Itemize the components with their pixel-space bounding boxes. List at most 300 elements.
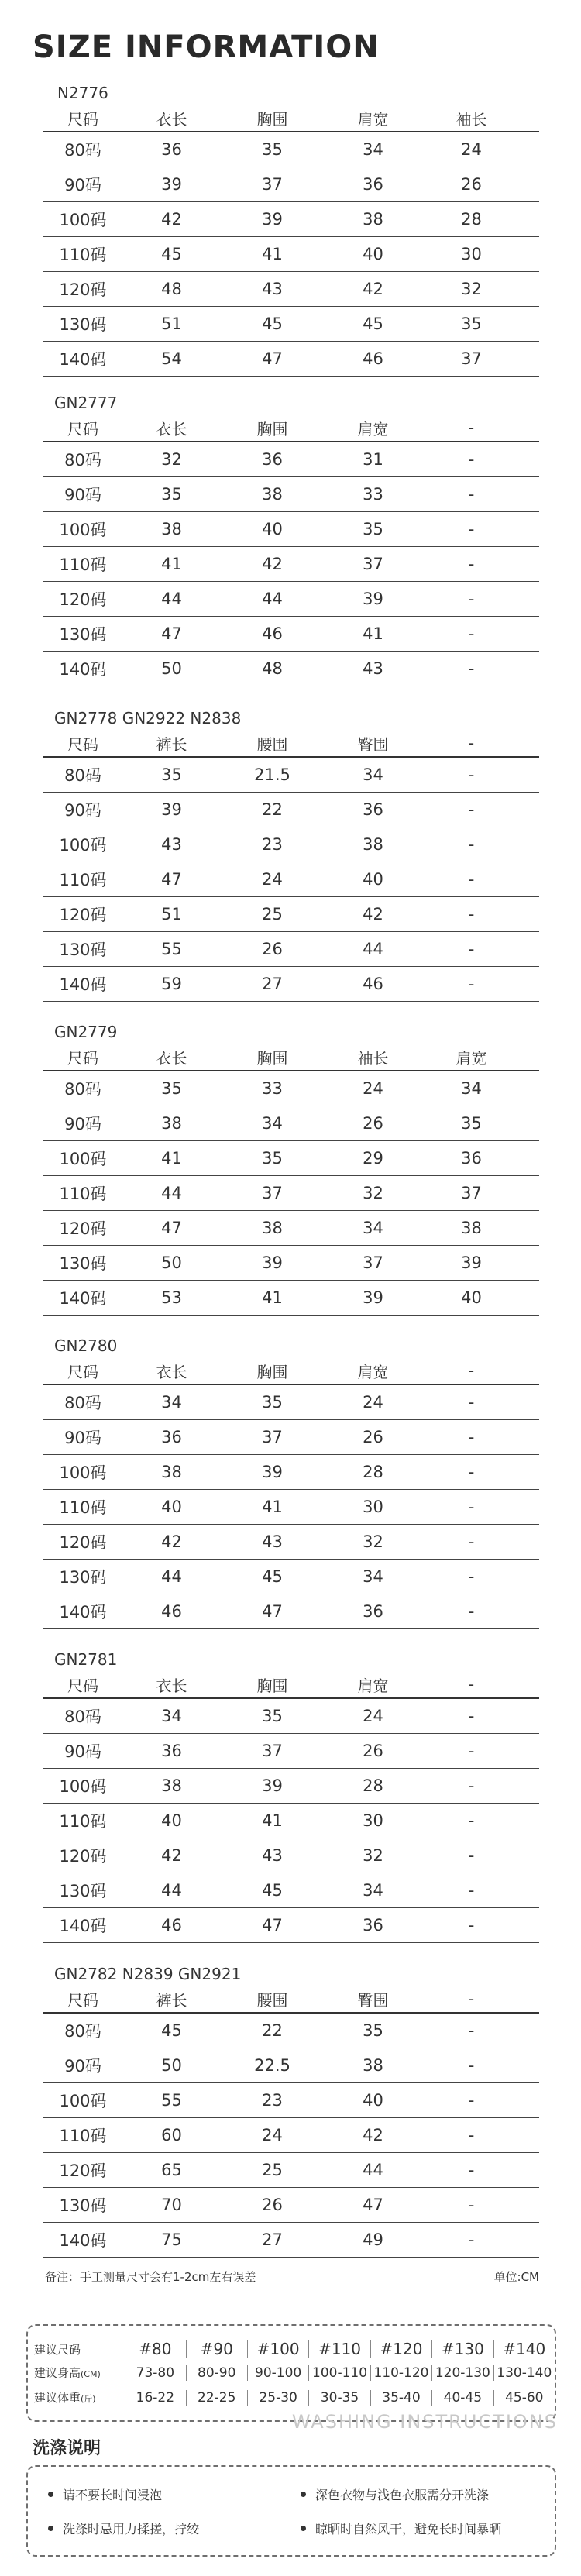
- table-cell: -: [468, 1393, 475, 1412]
- table-row: [43, 1176, 539, 1211]
- recommend-size-row: [28, 2340, 555, 2358]
- recommend-size-cell: #120: [370, 2340, 431, 2358]
- table-cell: 43: [363, 659, 383, 678]
- table-cell: 41: [363, 624, 383, 643]
- size-table-section: [43, 391, 539, 686]
- recommend-height-row: [28, 2364, 555, 2381]
- table-cell: 39: [161, 800, 182, 819]
- table-cell: 35: [262, 1149, 283, 1168]
- table-row: [43, 2188, 539, 2223]
- table-cell: 21.5: [254, 765, 290, 784]
- table-cell: 44: [161, 1567, 182, 1586]
- header-cell: 臀围: [357, 1990, 389, 2010]
- table-row: [43, 1560, 539, 1594]
- table-cell: 32: [161, 450, 182, 469]
- table-cell: 47: [363, 2196, 383, 2214]
- table-cell: 46: [161, 1916, 182, 1935]
- table-cell: 28: [363, 1776, 383, 1795]
- table-cell: 39: [363, 590, 383, 608]
- table-cell: 31: [363, 450, 383, 469]
- table-cell: -: [468, 765, 475, 784]
- table-cell: 32: [363, 1184, 383, 1202]
- table-row: [43, 1106, 539, 1141]
- table-cell: 34: [262, 1114, 283, 1133]
- table-cell: -: [468, 905, 475, 923]
- table-cell: 45: [262, 1881, 283, 1900]
- recommend-size-cell: #90: [186, 2340, 247, 2358]
- table-header: [43, 1357, 539, 1385]
- table-row: [43, 547, 539, 582]
- recommend-height-cell: 110-120: [370, 2365, 431, 2381]
- header-cell: 尺码: [67, 1676, 98, 1695]
- table-cell: 47: [262, 1916, 283, 1935]
- table-row: [43, 2014, 539, 2048]
- header-cell: 衣长: [156, 1676, 187, 1695]
- table-cell: 130码: [59, 625, 107, 644]
- header-cell: 胸围: [256, 1676, 288, 1695]
- table-cell: -: [468, 624, 475, 643]
- recommend-height-cell: 130-140: [493, 2365, 555, 2381]
- table-cell: -: [468, 1916, 475, 1935]
- model-number: GN2779: [54, 1023, 118, 1041]
- header-cell: 尺码: [67, 734, 98, 754]
- washing-tip: 洗涤时忌用力揉搓，拧绞: [48, 2519, 199, 2537]
- table-cell: 46: [363, 975, 383, 993]
- table-row: [43, 2083, 539, 2118]
- table-cell: 32: [461, 280, 482, 298]
- table-cell: 140码: [59, 975, 107, 994]
- table-cell: -: [468, 1602, 475, 1621]
- table-cell: -: [468, 1881, 475, 1900]
- table-header: [43, 105, 539, 132]
- header-cell: 胸围: [256, 1048, 288, 1068]
- recommend-weight-label: 建议体重(斤): [34, 2391, 96, 2405]
- table-row: [43, 167, 539, 202]
- header-cell: 肩宽: [357, 1676, 389, 1695]
- header-cell: 肩宽: [357, 419, 389, 439]
- table-row: [43, 1734, 539, 1769]
- table-row: [43, 1385, 539, 1420]
- table-cell: 33: [363, 485, 383, 504]
- table-cell: 100码: [59, 1463, 107, 1482]
- table-cell: -: [468, 485, 475, 504]
- table-cell: 100码: [59, 211, 107, 229]
- table-cell: 37: [262, 1184, 283, 1202]
- table-cell: 130码: [59, 1568, 107, 1587]
- table-cell: 110码: [59, 871, 107, 889]
- header-cell: -: [468, 1361, 475, 1380]
- bullet-icon: [48, 2492, 53, 2497]
- table-cell: 41: [161, 555, 182, 573]
- recommend-weight-cell: 35-40: [370, 2390, 431, 2406]
- table-header: [43, 1044, 539, 1071]
- table-cell: 120码: [59, 1219, 107, 1238]
- table-cell: 90码: [64, 486, 101, 504]
- table-cell: 45: [262, 1567, 283, 1586]
- table-cell: 44: [161, 1184, 182, 1202]
- table-row: [43, 1804, 539, 1838]
- table-cell: 42: [161, 1532, 182, 1551]
- table-cell: 59: [161, 975, 182, 993]
- table-cell: 46: [363, 349, 383, 368]
- table-cell: 35: [161, 765, 182, 784]
- recommend-weight-cell: 30-35: [308, 2390, 370, 2406]
- table-cell: 25: [262, 905, 283, 923]
- table-cell: 46: [262, 624, 283, 643]
- table-cell: 110码: [59, 1812, 107, 1831]
- table-cell: 26: [262, 2196, 283, 2214]
- header-cell: 胸围: [256, 419, 288, 439]
- table-cell: 40: [161, 1498, 182, 1516]
- table-cell: 24: [363, 1393, 383, 1412]
- table-cell: 38: [461, 1219, 482, 1237]
- table-cell: 130码: [59, 2196, 107, 2215]
- table-cell: 37: [262, 1428, 283, 1446]
- header-cell: 尺码: [67, 109, 98, 129]
- table-header: [43, 1671, 539, 1699]
- table-cell: 44: [262, 590, 283, 608]
- washing-tip: 请不要长时间浸泡: [48, 2485, 162, 2503]
- table-cell: 65: [161, 2161, 182, 2179]
- table-cell: 34: [461, 1079, 482, 1098]
- table-cell: 42: [363, 905, 383, 923]
- table-cell: 54: [161, 349, 182, 368]
- table-cell: 39: [262, 1254, 283, 1272]
- table-cell: 37: [262, 1742, 283, 1760]
- header-cell: 衣长: [156, 109, 187, 129]
- header-cell: 尺码: [67, 1990, 98, 2010]
- table-cell: 23: [262, 2091, 283, 2110]
- table-cell: 42: [161, 210, 182, 229]
- bullet-icon: [301, 2526, 306, 2531]
- recommend-height-cell: 100-110: [308, 2365, 370, 2381]
- table-cell: 26: [262, 940, 283, 958]
- table-cell: 45: [262, 315, 283, 333]
- header-cell: 肩宽: [357, 109, 389, 129]
- table-cell: 130码: [59, 1882, 107, 1900]
- table-cell: -: [468, 975, 475, 993]
- table-cell: 34: [363, 1881, 383, 1900]
- table-row: [43, 1071, 539, 1106]
- table-cell: 42: [363, 280, 383, 298]
- table-cell: 41: [262, 245, 283, 263]
- recommend-weight-row: [28, 2389, 555, 2406]
- table-cell: 90码: [64, 801, 101, 820]
- table-cell: 44: [161, 590, 182, 608]
- table-cell: 35: [161, 1079, 182, 1098]
- table-row: [43, 1769, 539, 1804]
- table-cell: 130码: [59, 941, 107, 959]
- header-cell: 袖长: [456, 109, 487, 129]
- table-cell: -: [468, 590, 475, 608]
- table-cell: 140码: [59, 1917, 107, 1935]
- recommend-size-label: 建议尺码: [34, 2342, 81, 2357]
- model-number: GN2780: [54, 1336, 118, 1355]
- table-row: [43, 827, 539, 862]
- table-cell: 80码: [64, 1394, 101, 1412]
- table-row: [43, 1281, 539, 1316]
- table-row: [43, 652, 539, 686]
- table-row: [43, 1594, 539, 1629]
- table-cell: 34: [363, 1567, 383, 1586]
- table-cell: 110码: [59, 1498, 107, 1517]
- size-table-section: [43, 1020, 539, 1316]
- table-row: [43, 477, 539, 512]
- header-cell: 裤长: [156, 1990, 187, 2010]
- table-cell: 50: [161, 1254, 182, 1272]
- table-cell: 43: [161, 835, 182, 854]
- table-cell: 45: [161, 245, 182, 263]
- table-cell: 140码: [59, 1289, 107, 1308]
- table-cell: 120码: [59, 590, 107, 609]
- table-cell: 36: [161, 1742, 182, 1760]
- table-row: [43, 1420, 539, 1455]
- page-title: SIZE INFORMATION: [33, 29, 380, 65]
- table-row: [43, 442, 539, 477]
- table-row: [43, 758, 539, 793]
- table-cell: 36: [161, 140, 182, 159]
- header-cell: 臀围: [357, 734, 389, 754]
- table-cell: 24: [262, 870, 283, 889]
- table-cell: -: [468, 1742, 475, 1760]
- table-cell: 35: [262, 1707, 283, 1725]
- size-table-section: [43, 1962, 539, 2258]
- size-table-section: [43, 1648, 539, 1943]
- recommend-size-cell: #110: [308, 2340, 370, 2358]
- table-row: [43, 897, 539, 932]
- table-cell: 100码: [59, 836, 107, 855]
- table-cell: 30: [363, 1811, 383, 1830]
- recommend-height-cell: 80-90: [186, 2365, 247, 2381]
- size-table-section: [43, 707, 539, 1002]
- table-cell: 120码: [59, 1533, 107, 1552]
- recommend-size-cell: #80: [139, 2340, 172, 2358]
- recommend-weight-cell: 16-22: [136, 2389, 175, 2406]
- table-cell: -: [468, 555, 475, 573]
- table-cell: 28: [363, 1463, 383, 1481]
- table-cell: 38: [262, 485, 283, 504]
- table-row: [43, 1873, 539, 1908]
- recommend-weight-cell: 40-45: [431, 2390, 493, 2406]
- table-cell: 41: [262, 1811, 283, 1830]
- table-row: [43, 2118, 539, 2153]
- header-cell: 胸围: [256, 1362, 288, 1381]
- table-cell: 26: [363, 1428, 383, 1446]
- table-cell: -: [468, 870, 475, 889]
- header-cell: 腰围: [256, 734, 288, 754]
- table-cell: 35: [161, 485, 182, 504]
- table-header: [43, 1986, 539, 2014]
- model-number: N2776: [57, 84, 108, 102]
- header-cell: 袖长: [357, 1048, 389, 1068]
- table-cell: -: [468, 1707, 475, 1725]
- table-header: [43, 730, 539, 758]
- table-row: [43, 862, 539, 897]
- table-cell: 42: [161, 1846, 182, 1865]
- table-cell: 53: [161, 1288, 182, 1307]
- table-cell: 40: [363, 2091, 383, 2110]
- table-header: [43, 414, 539, 442]
- table-cell: -: [468, 1846, 475, 1865]
- model-number: GN2777: [54, 394, 118, 412]
- header-cell: -: [468, 418, 475, 437]
- table-cell: 44: [363, 940, 383, 958]
- recommend-height-cell: 90-100: [247, 2365, 308, 2381]
- recommend-size-cell: #140: [493, 2340, 555, 2358]
- unit-text: 单位:CM: [493, 2270, 539, 2284]
- header-cell: 尺码: [67, 1362, 98, 1381]
- table-cell: 75: [161, 2230, 182, 2249]
- table-cell: 35: [461, 1114, 482, 1133]
- table-cell: -: [468, 1463, 475, 1481]
- table-cell: 41: [161, 1149, 182, 1168]
- table-cell: 41: [262, 1288, 283, 1307]
- table-row: [43, 1908, 539, 1943]
- table-cell: -: [468, 835, 475, 854]
- table-cell: 43: [262, 280, 283, 298]
- table-cell: 110码: [59, 555, 107, 574]
- table-cell: 50: [161, 659, 182, 678]
- table-cell: -: [468, 450, 475, 469]
- table-cell: 36: [363, 800, 383, 819]
- table-cell: 55: [161, 940, 182, 958]
- header-cell: 尺码: [67, 419, 98, 439]
- table-cell: 34: [161, 1393, 182, 1412]
- table-cell: 35: [363, 2021, 383, 2040]
- table-cell: 100码: [59, 2092, 107, 2110]
- recommend-height-cell: 120-130: [431, 2365, 493, 2381]
- table-cell: 23: [262, 835, 283, 854]
- header-cell: 肩宽: [456, 1048, 487, 1068]
- table-cell: 48: [262, 659, 283, 678]
- table-cell: 120码: [59, 1847, 107, 1866]
- table-cell: 43: [262, 1532, 283, 1551]
- recommend-weight-cell: 25-30: [247, 2390, 308, 2406]
- table-cell: 48: [161, 280, 182, 298]
- table-row: [43, 342, 539, 377]
- table-cell: 38: [161, 1463, 182, 1481]
- table-cell: 24: [262, 2126, 283, 2144]
- table-cell: 35: [461, 315, 482, 333]
- table-cell: -: [468, 1532, 475, 1551]
- table-row: [43, 202, 539, 237]
- header-cell: 衣长: [156, 1362, 187, 1381]
- recommend-size-cell: #130: [431, 2340, 493, 2358]
- bullet-icon: [48, 2526, 53, 2531]
- table-cell: 38: [161, 520, 182, 538]
- recommendation-table: [26, 2324, 556, 2422]
- table-cell: 22.5: [254, 2056, 290, 2075]
- table-cell: 37: [262, 175, 283, 194]
- table-cell: 32: [363, 1846, 383, 1865]
- table-cell: 39: [461, 1254, 482, 1272]
- table-cell: 90码: [64, 2057, 101, 2076]
- table-cell: 39: [363, 1288, 383, 1307]
- table-cell: 140码: [59, 660, 107, 679]
- table-cell: 34: [363, 140, 383, 159]
- table-cell: 40: [461, 1288, 482, 1307]
- table-cell: 26: [363, 1114, 383, 1133]
- table-cell: 25: [262, 2161, 283, 2179]
- table-cell: 38: [363, 835, 383, 854]
- model-number: GN2782 N2839 GN2921: [54, 1965, 242, 1983]
- table-cell: 27: [262, 2230, 283, 2249]
- table-cell: 51: [161, 315, 182, 333]
- table-cell: 39: [262, 210, 283, 229]
- table-cell: 47: [161, 1219, 182, 1237]
- table-cell: 35: [363, 520, 383, 538]
- table-cell: 44: [363, 2161, 383, 2179]
- table-cell: -: [468, 2161, 475, 2179]
- table-cell: -: [468, 659, 475, 678]
- table-cell: 39: [262, 1776, 283, 1795]
- table-cell: 38: [262, 1219, 283, 1237]
- table-cell: 36: [161, 1428, 182, 1446]
- table-row: [43, 132, 539, 167]
- table-row: [43, 2153, 539, 2188]
- table-row: [43, 237, 539, 272]
- note-text: 备注：手工测量尺寸会有1-2cm左右误差: [45, 2270, 256, 2284]
- table-row: [43, 582, 539, 617]
- recommend-size-cell: #100: [247, 2340, 308, 2358]
- table-cell: 80码: [64, 451, 101, 469]
- table-cell: 120码: [59, 906, 107, 924]
- table-cell: 46: [161, 1602, 182, 1621]
- recommend-height-label: 建议身高(CM): [34, 2366, 101, 2380]
- table-cell: 130码: [59, 315, 107, 334]
- table-cell: 47: [262, 349, 283, 368]
- table-cell: 40: [363, 245, 383, 263]
- table-cell: 110码: [59, 1185, 107, 1203]
- recommend-height-cell: 73-80: [136, 2364, 175, 2381]
- header-cell: 尺码: [67, 1048, 98, 1068]
- table-cell: 49: [363, 2230, 383, 2249]
- washing-tip: 晾晒时自然风干，避免长时间暴晒: [301, 2519, 501, 2537]
- table-cell: 47: [161, 624, 182, 643]
- table-row: [43, 617, 539, 652]
- table-cell: 44: [161, 1881, 182, 1900]
- table-cell: -: [468, 1776, 475, 1795]
- table-cell: 60: [161, 2126, 182, 2144]
- table-cell: 33: [262, 1079, 283, 1098]
- table-cell: -: [468, 2230, 475, 2249]
- table-cell: 36: [461, 1149, 482, 1168]
- table-cell: 45: [363, 315, 383, 333]
- table-cell: -: [468, 2091, 475, 2110]
- table-cell: 80码: [64, 1080, 101, 1099]
- table-cell: 38: [363, 2056, 383, 2075]
- table-row: [43, 1525, 539, 1560]
- table-row: [43, 2223, 539, 2258]
- table-cell: 24: [363, 1079, 383, 1098]
- table-cell: 80码: [64, 766, 101, 785]
- table-cell: 110码: [59, 2127, 107, 2145]
- table-cell: -: [468, 1498, 475, 1516]
- table-cell: 140码: [59, 1603, 107, 1622]
- table-cell: 38: [363, 210, 383, 229]
- table-cell: 36: [363, 1916, 383, 1935]
- table-cell: 110码: [59, 246, 107, 264]
- table-cell: -: [468, 800, 475, 819]
- table-cell: 51: [161, 905, 182, 923]
- table-cell: 42: [262, 555, 283, 573]
- recommend-weight-cell: 45-60: [493, 2390, 555, 2406]
- header-cell: 裤长: [156, 734, 187, 754]
- washing-tip: 深色衣物与浅色衣服需分开洗涤: [301, 2485, 489, 2503]
- table-row: [43, 272, 539, 307]
- table-cell: 36: [262, 450, 283, 469]
- model-number: GN2781: [54, 1650, 118, 1669]
